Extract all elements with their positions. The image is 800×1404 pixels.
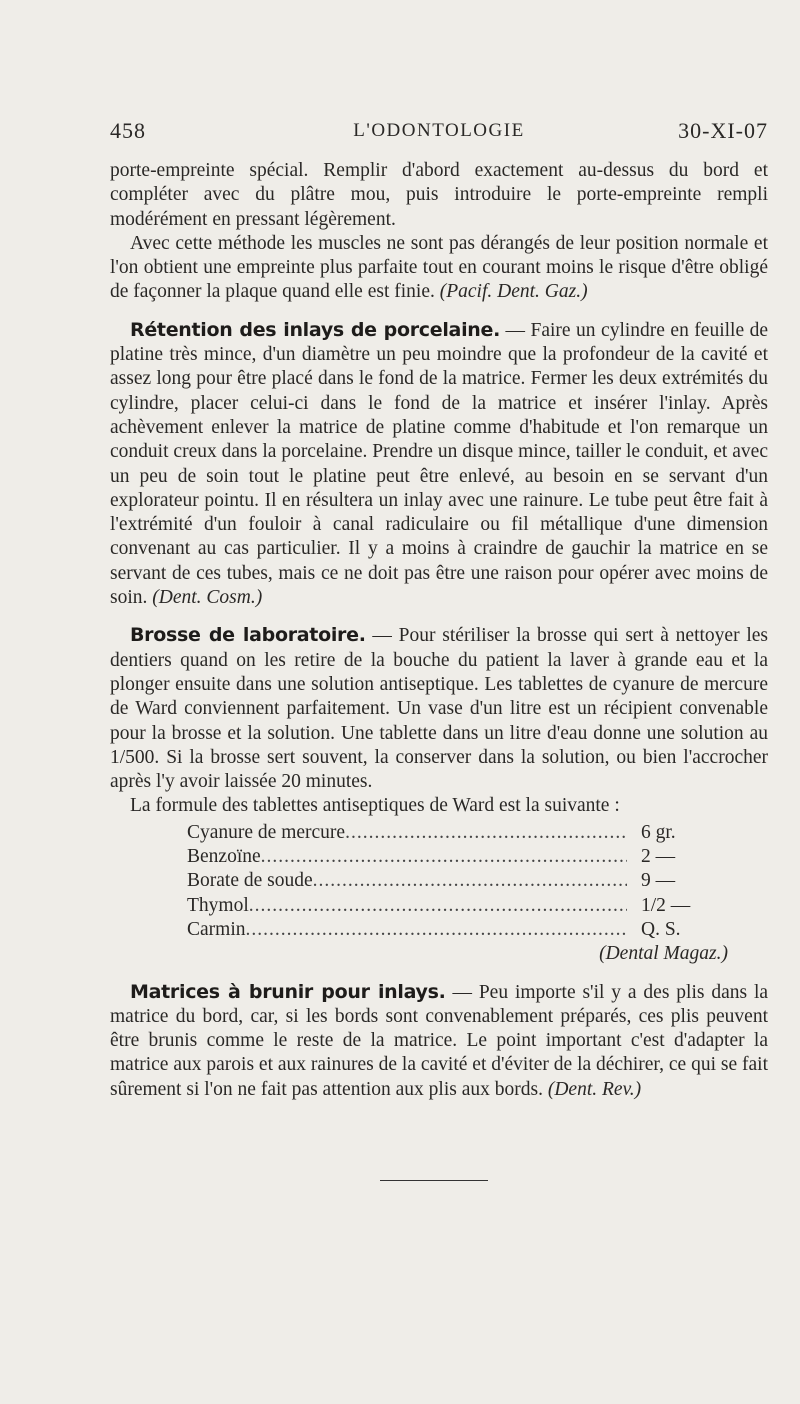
- running-title: L'ODONTOLOGIE: [353, 120, 525, 141]
- paragraph-methode: Avec cette méthode les muscles ne sont pas dérangés de leur position normale et l'on obtient une empreinte plus parfaite tout en courant moins le risque d'être obligé de façonner la plaque quand elle est finie. (Pacif. Dent. Gaz.): [110, 232, 768, 303]
- section-title: Rétention des inlays de porcelaine.: [130, 318, 501, 341]
- section-title: Matrices à brunir pour inlays.: [130, 980, 446, 1003]
- source-citation: (Dent. Cosm.): [152, 587, 263, 609]
- formula-row: Thymol ..... 1/2 —: [187, 894, 711, 918]
- running-header: [110, 118, 768, 152]
- article-body: [110, 159, 768, 1102]
- source-citation: (Pacif. Dent. Gaz.): [439, 281, 588, 303]
- formula-row: Borate de soude ..... 9 —: [187, 869, 711, 893]
- formula-row: Cyanure de mercure ..... 6 gr.: [187, 821, 711, 845]
- issue-date: 30-XI-07: [678, 118, 768, 143]
- formula-table: [187, 821, 711, 942]
- formula-row: Benzoïne ..... 2 —: [187, 845, 711, 869]
- section-matrices: Matrices à brunir pour inlays. — Peu importe s'il y a des plis dans la matrice du bord, car, si les bords sont convenablement préparés, ces plis peuvent être brunis comme le reste de la matrice. Le point important c'est d'adapter la matrice aux parois et aux rainures de la cavité et d'éviter de la déchirer, ce qui se fait sûrement si l'on ne fait pas attention aux plis aux bords. (Dent. Rev.): [110, 980, 769, 1100]
- page-number: 458: [110, 118, 146, 143]
- section-title: Brosse de laboratoire.: [130, 624, 366, 647]
- paragraph-continuation: porte-empreinte spécial. Remplir d'abord exactement au-dessus du bord et compléter avec du plâtre mou, puis introduire le porte-empreinte rempli modérément en pressant légèrement.: [110, 160, 768, 230]
- end-rule: [380, 1180, 488, 1181]
- formula-intro: La formule des tablettes antiseptiques de Ward est la suivante :: [130, 795, 620, 817]
- section-retention: Rétention des inlays de porcelaine. — Faire un cylindre en feuille de platine très mince, d'un diamètre un peu moindre que la profondeur de la cavité et assez long pour être placé dans le fond de la matrice. Fermer les deux extrémités du cylindre, placer celui-ci dans le fond de la matrice et insérer l'inlay. Après achèvement enlever la matrice de platine comme d'habitude et l'on remarque un conduit creux dans la porcelaine. Prendre un disque mince, tailler le conduit, et avec un peu de soin tout le platine peut être enlevé, au besoin en se servant d'un explorateur pointu. Il en résultera un inlay avec une rainure. Le tube peut être fait à l'extrémité d'un fouloir à canal radiculaire ou fil métallique d'une dimension convenant au cas particulier. Il y a moins à craindre de gauchir la matrice en se servant de ces tubes, mais ce ne doit pas être une raison pour opérer avec moins de soin. (Dent. Cosm.): [110, 318, 769, 609]
- section-brosse: Brosse de laboratoire. — Pour stériliser la brosse qui sert à nettoyer les dentiers quand on les retire de la bouche du patient la laver à grande eau et la plonger ensuite dans une solution antiseptique. Les tablettes de cyanure de mercure de Ward conviennent parfaitement. Un vase d'un litre est un récipient convenable pour la brosse et la solution. Une tablette dans un litre d'eau donne une solution au 1/500. Si la brosse sert souvent, la conserver dans la solution, ou bien l'accrocher après l'y avoir laissée 20 minutes.: [110, 624, 768, 793]
- source-citation: (Dent. Rev.): [547, 1078, 642, 1100]
- formula-row: Carmin ..... Q. S.: [187, 918, 711, 942]
- source-citation: (Dental Magaz.): [599, 943, 728, 965]
